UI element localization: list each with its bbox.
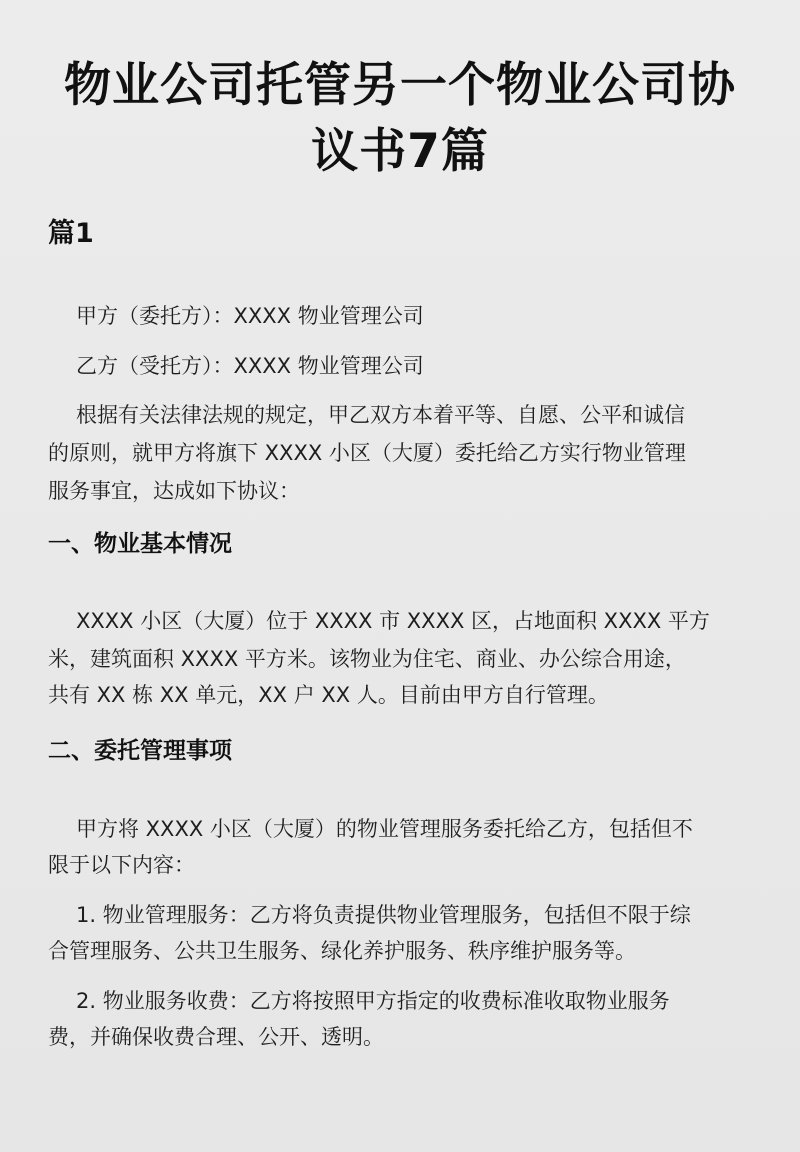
section-heading: 二、委托管理事项 — [48, 738, 232, 764]
list-item-line: 合管理服务、公共卫生服务、绿化养护服务、秩序维护服务等。 — [48, 939, 636, 963]
list-item-line: 2. 物业服务收费：乙方将按照甲方指定的收费标准收取物业服务 — [76, 989, 670, 1013]
intro-line: 服务事宜，达成如下协议： — [48, 479, 300, 503]
list-item-line: 费，并确保收费合理、公开、透明。 — [48, 1025, 384, 1049]
section-heading: 一、物业基本情况 — [48, 531, 232, 557]
section-2-line: 限于以下内容： — [48, 853, 195, 877]
chapter-heading: 篇1 — [48, 218, 94, 249]
list-item-line: 1. 物业管理服务：乙方将负责提供物业管理服务，包括但不限于综 — [76, 903, 691, 927]
section-1-line: 共有 XX 栋 XX 单元，XX 户 XX 人。目前由甲方自行管理。 — [48, 683, 609, 707]
section-1-line: 米，建筑面积 XXXX 平方米。该物业为住宅、商业、办公综合用途， — [48, 647, 686, 671]
section-1-line: XXXX 小区（大厦）位于 XXXX 市 XXXX 区，占地面积 XXXX 平方 — [76, 609, 710, 633]
party-a-line: 甲方（委托方）：XXXX 物业管理公司 — [76, 304, 424, 328]
document-title-line-1: 物业公司托管另一个物业公司协 — [64, 58, 736, 113]
section-2-line: 甲方将 XXXX 小区（大厦）的物业管理服务委托给乙方，包括但不 — [76, 817, 693, 841]
intro-line: 根据有关法律法规的规定，甲乙双方本着平等、自愿、公平和诚信 — [76, 403, 685, 427]
intro-line: 的原则，就甲方将旗下 XXXX 小区（大厦）委托给乙方实行物业管理 — [48, 441, 686, 465]
document-title-line-2: 议书7篇 — [311, 124, 489, 179]
party-b-line: 乙方（受托方）：XXXX 物业管理公司 — [76, 354, 424, 378]
